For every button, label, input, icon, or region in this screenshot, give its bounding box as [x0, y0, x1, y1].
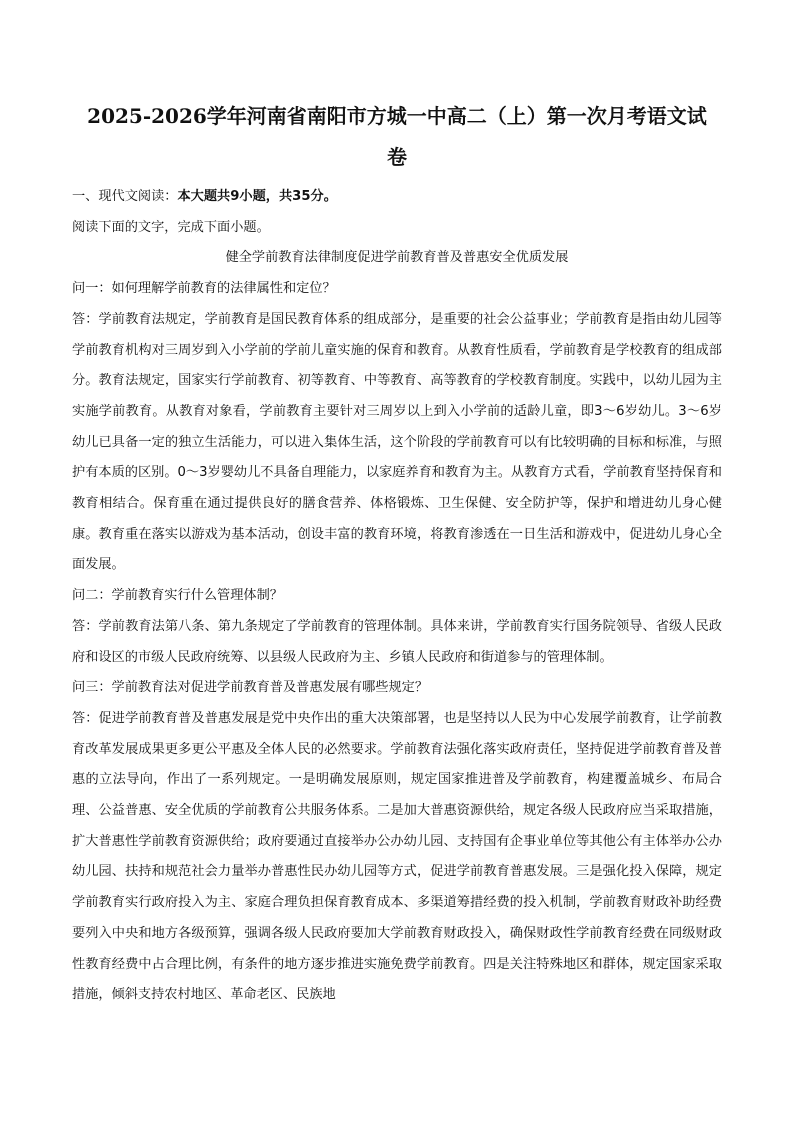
answer-3: 答：促进学前教育普及普惠发展是党中央作出的重大决策部署，也是坚持以人民为中心发展学前教育，让学前教育改革发展成果更多更公平惠及全体人民的必然要求。学前教育法强化落实政府责任，坚持促进学前教育普及普惠的立法导向，作出了一系列规定。一是明确发展原则，规定国家推进普及学前教育，构建覆盖城乡、布局合理、公益普惠、安全优质的学前教育公共服务体系。二是加大普惠资源供给，规定各级人民政府应当采取措施，扩大普惠性学前教育资源供给；政府要通过直接举办公办幼儿园、支持国有企事业单位等其他公有主体举办公办幼儿园、扶持和规范社会力量举办普惠性民办幼儿园等方式，促进学前教育普惠发展。三是强化投入保障，规定学前教育实行政府投入为主、家庭合理负担保育教育成本、多渠道筹措经费的投入机制，学前教育财政补助经费要列入中央和地方各级预算，强调各级人民政府要加大学前教育财政投入，确保财政性学前教育经费在同级财政性教育经费中占合理比例，有条件的地方逐步推进实施免费学前教育。四是关注特殊地区和群体，规定国家采取措施，倾斜支持农村地区、革命老区、民族地	[72, 710, 722, 1003]
document-body	[72, 182, 722, 1011]
title-line-1: 2025-2026学年河南省南阳市方城一中高二（上）第一次月考语文试	[87, 104, 707, 128]
section-heading	[72, 182, 722, 213]
question-3: 问三：学前教育法对促进学前教育普及普惠发展有哪些规定？	[72, 680, 429, 696]
title-line-2: 卷	[387, 145, 407, 169]
answer-1: 答：学前教育法规定，学前教育是国民教育体系的组成部分，是重要的社会公益事业；学前教育是指由幼儿园等学前教育机构对三周岁到入小学前的学前儿童实施的保育和教育。从教育性质看，学前教育是学校教育的组成部分。教育法规定，国家实行学前教育、初等教育、中等教育、高等教育的学校教育制度。实践中，以幼儿园为主实施学前教育。从教育对象看，学前教育主要针对三周岁以上到入小学前的适龄儿童，即3～6岁幼儿。3～6岁幼儿已具备一定的独立生活能力，可以进入集体生活，这个阶段的学前教育可以有比较明确的目标和标准，与照护有本质的区别。0～3岁婴幼儿不具备自理能力，以家庭养育和教育为主。从教育方式看，学前教育坚持保育和教育相结合。保育重在通过提供良好的膳食营养、体格锻炼、卫生保健、安全防护等，保护和增进幼儿身心健康。教育重在落实以游戏为基本活动，创设丰富的教育环境，将教育渗透在一日生活和游戏中，促进幼儿身心全面发展。	[72, 311, 722, 573]
question-2: 问二：学前教育实行什么管理体制？	[72, 588, 283, 604]
reading-instruction: 阅读下面的文字，完成下面小题。	[72, 219, 270, 235]
section-prefix: 一、现代文阅读：	[72, 189, 178, 204]
article-title: 健全学前教育法律制度促进学前教育普及普惠安全优质发展	[225, 250, 569, 266]
document-page	[72, 96, 722, 1011]
question-1: 问一：如何理解学前教育的法律属性和定位？	[72, 281, 336, 297]
page-title	[72, 96, 722, 178]
answer-2: 答：学前教育法第八条、第九条规定了学前教育的管理体制。具体来讲，学前教育实行国务院领导、省级人民政府和设区的市级人民政府统筹、以县级人民政府为主、乡镇人民政府和街道参与的管理体制。	[72, 618, 722, 665]
section-score-info: 本大题共9小题，共35分。	[177, 189, 337, 204]
